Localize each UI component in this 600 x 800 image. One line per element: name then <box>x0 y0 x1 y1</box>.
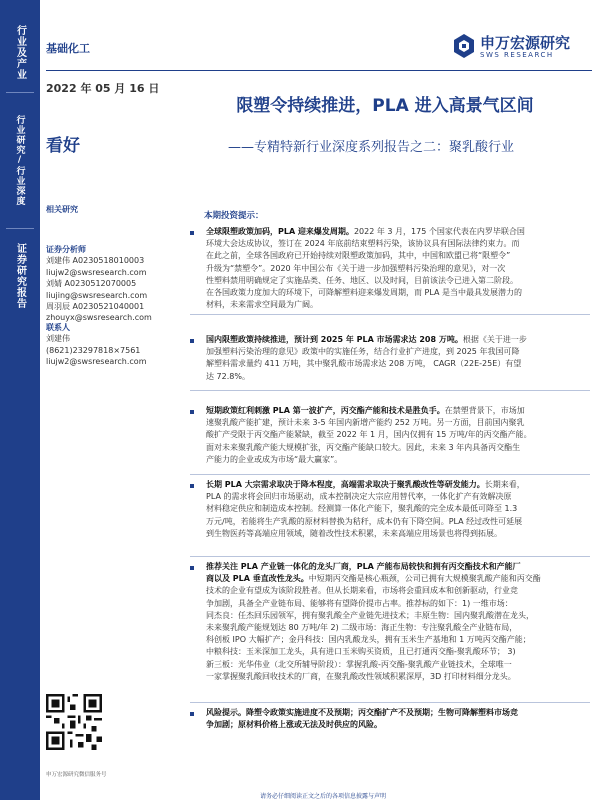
point-text: PLA 的需求将会回归市场驱动，成本控制决定大宗应用替代率，一体化扩产有效解决原 <box>206 492 512 502</box>
analyst-line: 周羽辰 A0230521040001 <box>46 302 145 312</box>
point-text: 解塑料需求量约 411 万吨，其中聚乳酸市场需求达 208 万吨， CAGR（22E-25E）有望 <box>206 359 522 369</box>
point-text: 长期来看， <box>484 480 525 489</box>
report-subtitle: ——专精特新行业深度系列报告之二：聚乳酸行业 <box>228 140 515 155</box>
point-lead: 推荐关注 PLA 产业链一体化的龙头厂商，PLA 产能布局较快和拥有丙交酯技术和产能厂 <box>206 562 521 571</box>
point-text: 2022 年 3 月，175 个国家代表在内罗毕联合国 <box>353 227 525 236</box>
point-text: 加强塑料污染治理的意见》政策中的实施任务，结合行业扩产进度，到 2025 年我国可降 <box>206 347 520 357</box>
point-text: 一家掌握聚乳酸回收技术的厂商，在聚乳酸改性领域积累深厚，3D 打印材料细分龙头。 <box>206 671 516 681</box>
sidebar-label-report-type: 行业研究/行业深度 <box>14 114 25 206</box>
point-text: 速聚乳酸产能扩建，预计未来 3-5 年国内新增产能约 252 万吨。另一方面，目前国内聚乳 <box>206 418 525 428</box>
point-text: 产能力的企业或成为市场“最大赢家”。 <box>206 454 343 464</box>
point-text: 环境大会达成协议，签订在 2024 年底前结束塑料污染，该协议具有国际法律约束力。而 <box>206 239 520 249</box>
sidebar-divider <box>6 92 34 93</box>
summary-point <box>206 226 589 311</box>
sidebar-divider <box>6 228 34 229</box>
summary-point <box>206 479 589 540</box>
qr-code <box>46 694 102 750</box>
bullet-marker <box>190 410 194 414</box>
point-text: 在禁塑背景下，市场加 <box>444 406 525 415</box>
contact-phone: (8621)23297818×7561 <box>46 345 141 355</box>
point-text: 材料，未来需求空间最为广阔。 <box>206 300 318 310</box>
summary-point <box>206 334 589 383</box>
report-title: 限塑令持续推进，PLA 进入高景气区间 <box>236 96 534 116</box>
analysts-heading: 证券分析师 <box>46 245 86 254</box>
point-text: 材料稳定供应和制造成本控制。经测算一体化产能下，聚乳酸的完全成本最低可降至 1.3 <box>206 504 518 514</box>
point-divider <box>190 390 590 391</box>
point-text: 面对未来聚乳酸产能大规模扩张，丙交酯产能缺口较大。因此，未来 3 年内具备丙交酯生 <box>206 442 521 452</box>
point-text: 根据《关于进一步 <box>462 335 527 344</box>
brand-logo <box>452 32 592 62</box>
sidebar-label-category: 行业及产业 <box>14 24 26 80</box>
bullet-marker <box>190 484 194 488</box>
bullet-marker <box>190 339 194 343</box>
point-text: 中粮科技：玉米深加工龙头，具有进口玉米购买资质，且已打通丙交酯-聚乳酸环节； 3) <box>206 647 516 657</box>
contacts-block <box>46 322 176 368</box>
point-text: 技术的企业有望成为该阶段胜者。但从长期来看，市场将会重回成本和创新驱动，行业竞 <box>206 586 518 596</box>
bullet-marker <box>190 566 194 570</box>
point-text: 升级为“禁塑令”。2020 年中国公布《关于进一步加强塑料污染治理的意见》，对一次 <box>206 263 506 273</box>
point-text: 科创板 IPO 大幅扩产；金丹科技：国内乳酸龙头，拥有玉米生产基地和 1 万吨丙交酯产能； <box>206 635 531 645</box>
point-divider <box>190 474 590 475</box>
point-divider <box>190 556 590 557</box>
summary-heading: 本期投资提示： <box>204 211 264 221</box>
summary-point <box>206 405 589 466</box>
point-text: 中短期丙交酯是核心瓶颈，公司已拥有大规模聚乳酸产能和丙交酯 <box>308 574 541 584</box>
point-divider <box>190 314 590 315</box>
point-lead: 国内限塑政策持续推进，预计到 2025 年 PLA 市场需求达 208 万吨。 <box>206 335 463 344</box>
brand-name: 申万宏源研究 <box>480 34 571 52</box>
bullet-marker <box>190 712 194 716</box>
contact-email[interactable]: liujw2@swsresearch.com <box>46 357 147 367</box>
point-text: 达 72.8%。 <box>206 371 250 381</box>
analyst-line: 刘婧 A0230512070005 <box>46 279 137 289</box>
rating: 看好 <box>46 136 80 156</box>
point-text: 在此之前，全球各国政府已开始持续对限塑政策加码，其中，中国和欧盟已将“限塑令” <box>206 251 511 261</box>
point-divider <box>190 702 590 703</box>
analysts-block <box>46 244 176 324</box>
analyst-email[interactable]: liujw2@swsresearch.com <box>46 267 147 277</box>
bullet-marker <box>190 231 194 235</box>
sidebar-label-securities: 证券研究报告 <box>14 243 26 309</box>
point-text: 未来聚乳酸产能规划达 80 万吨/年 2) 二级市场：海正生物：专注聚乳酸全产业链布局， <box>206 623 518 633</box>
report-date: 2022 年 05 月 16 日 <box>46 82 160 95</box>
contacts-heading: 联系人 <box>46 323 70 332</box>
summary-point <box>206 707 589 731</box>
point-text: 到生物医药等高端应用领域，随着改性技术积累，未来高端应用场景也将得到拓展。 <box>206 528 502 538</box>
qr-caption: 申万宏源研究微信服务号 <box>46 772 107 778</box>
related-heading: 相关研究 <box>46 205 78 214</box>
sidebar <box>0 0 40 800</box>
summary-point <box>206 561 589 683</box>
brand-name-en: SWS RESEARCH <box>480 51 554 59</box>
point-text: 性塑料禁用明确规定了实施品类、任务、地区、以及时间，目前该法令已进入第二阶段。 <box>206 275 518 285</box>
point-text: 万元/吨，若能将生产乳酸的原材料替换为秸秆，成本仍有下降空间。PLA 经过改性可延展 <box>206 516 523 526</box>
analyst-line: 刘建伟 A0230518010003 <box>46 256 145 266</box>
industry-tag: 基础化工 <box>46 42 90 55</box>
point-lead-cont: 商以及 PLA 垂直改性龙头。 <box>206 574 309 584</box>
related-research <box>46 204 176 215</box>
brand-logo-icon <box>452 33 476 59</box>
point-lead: 全球限塑政策加码，PLA 迎来爆发周期。 <box>206 227 354 236</box>
footer-disclaimer: 请务必仔细阅读正文之后的各项信息披露与声明 <box>260 793 387 800</box>
point-lead: 短期政策红利刺激 PLA 第一波扩产，丙交酯产能和技术是胜负手。 <box>206 406 445 415</box>
analyst-email[interactable]: liujing@swsresearch.com <box>46 290 148 300</box>
contact-line: 刘建伟 <box>46 334 70 344</box>
analyst-email[interactable]: zhouyx@swsresearch.com <box>46 313 152 323</box>
point-text: 争加剧，具备全产业链布局、能够将有望降价提市占率。推荐标的如下：1) 一维市场： <box>206 598 513 608</box>
point-text: 在各国政策力度加大的环境下，可降解塑料迎来爆发周期，而 PLA 是当中最具发展潜力的 <box>206 288 523 298</box>
point-lead: 风险提示。降塑令政策实施进度不及预期；丙交酯扩产不及预期；生物可降解塑料市场竞 <box>206 708 518 717</box>
point-lead-cont: 争加剧；原材料价格上涨或无法及时供应的风险。 <box>206 720 382 730</box>
header-divider <box>46 70 592 71</box>
point-text: 新三板：光华伟业（北交所辅导阶段）：掌握乳酸-丙交酯-聚乳酸产业链技术，全球唯一 <box>206 659 512 669</box>
point-text: 酸扩产受限于丙交酯产能紧缺，截至 2022 年 1 月，国内仅拥有 15 万吨/年的丙交酯产能。 <box>206 430 532 440</box>
point-text: 同杰良：任杰回乐园领军，拥有聚乳酸全产业链先进技术；丰原生物：国内聚乳酸潜在龙头， <box>206 610 534 620</box>
point-lead: 长期 PLA 大宗需求取决于降本程度，高端需求取决于聚乳酸改性等研发能力。 <box>206 480 485 489</box>
